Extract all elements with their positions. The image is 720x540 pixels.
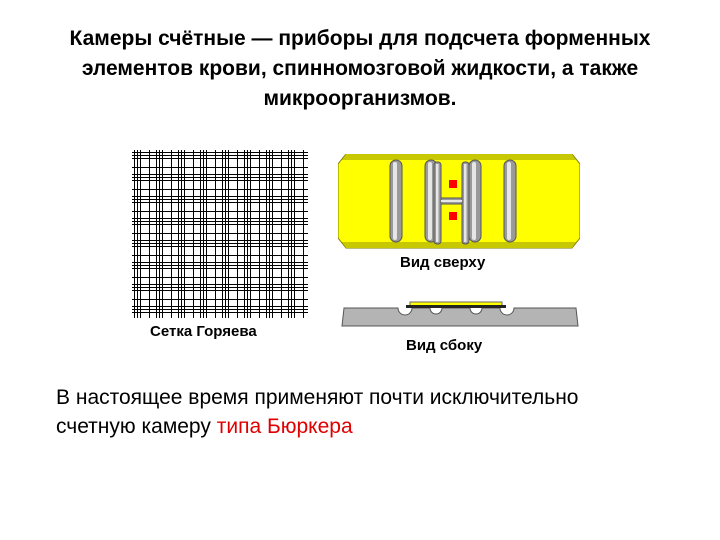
burker-type-highlight: типа Бюркера	[216, 415, 353, 438]
body-line-2	[56, 412, 696, 441]
goryaev-grid-illustration	[132, 150, 308, 318]
slide-title	[30, 24, 690, 114]
grid-caption: Сетка Горяева	[150, 323, 257, 340]
title-line-1: Камеры счётные — приборы для подсчета форменных	[69, 27, 651, 50]
body-text	[56, 383, 696, 441]
body-line-2-prefix: счетную камеру	[56, 415, 217, 438]
counting-area-lower	[449, 212, 457, 220]
chamber-top-view	[338, 154, 580, 250]
side-view-caption: Вид сбоку	[406, 337, 483, 354]
chamber-side-view	[340, 294, 580, 330]
counting-area-upper	[449, 180, 457, 188]
title-line-2: элементов крови, спинномозговой жидкости, а также	[81, 57, 639, 80]
side-base	[342, 308, 578, 326]
body-line-1: В настоящее время применяют почти исключительно	[56, 386, 579, 409]
title-line-3: микроорганизмов.	[263, 87, 457, 110]
top-view-caption: Вид сверху	[400, 254, 486, 271]
